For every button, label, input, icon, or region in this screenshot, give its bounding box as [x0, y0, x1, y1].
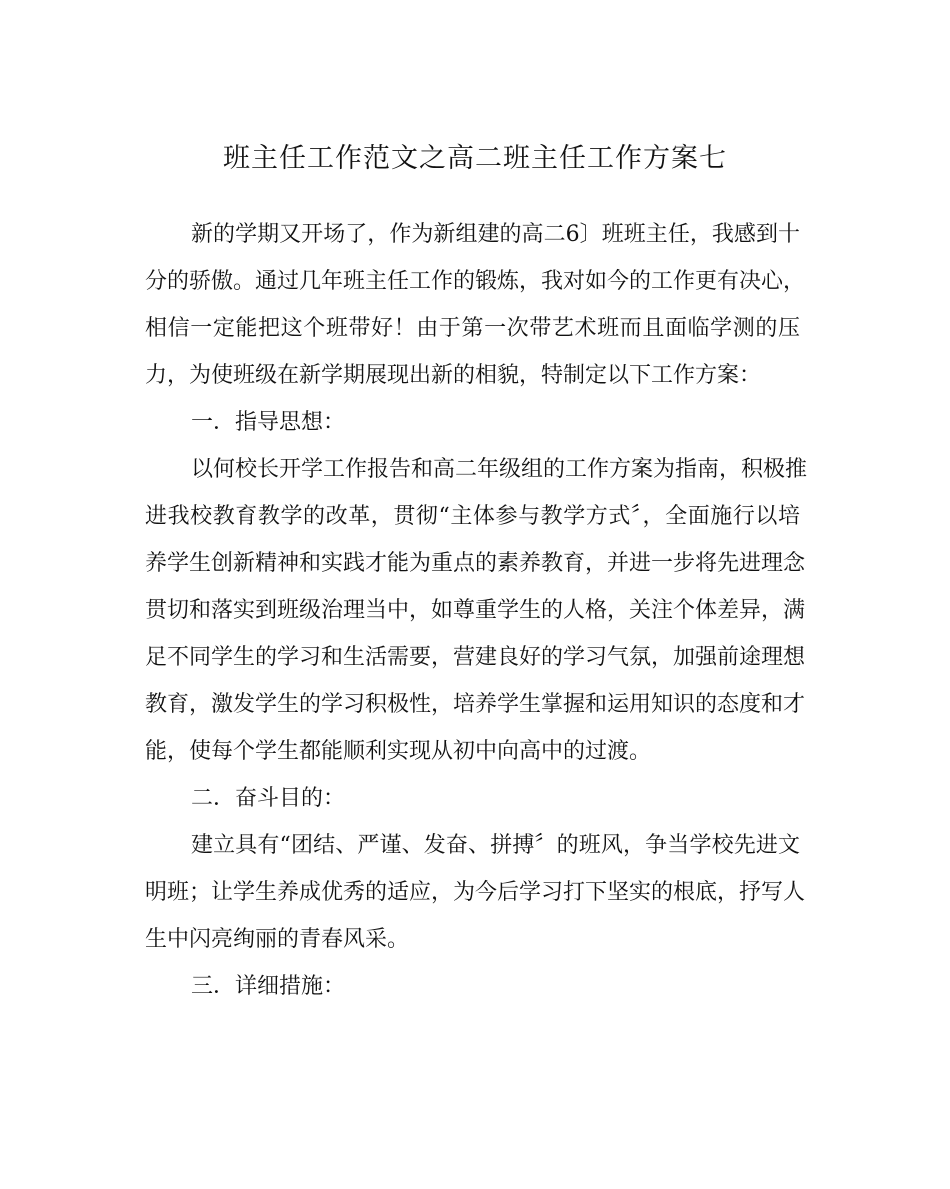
- text-line: 建立具有“团结、严谨、发奋、拼搏〞的班风，争当学校先进文: [191, 833, 800, 858]
- text-line: 明班；让学生养成优秀的适应，为今后学习打下坚实的根底，抒写人: [145, 880, 806, 905]
- text-line: 二．奋斗目的：: [191, 786, 346, 811]
- document-title: 班主任工作范文之高二班主任工作方案七: [223, 143, 727, 174]
- paragraph: [145, 218, 806, 406]
- text-line: 贯切和落实到班级治理当中，如尊重学生的人格，关注个体差异，满: [145, 598, 806, 623]
- text-line: 教育，激发学生的学习积极性，培养学生掌握和运用知识的态度和才: [145, 692, 806, 717]
- paragraph: [145, 782, 800, 829]
- paragraph: [145, 829, 806, 970]
- text-line: 以何校长开学工作报告和高二年级组的工作方案为指南，积极推: [191, 457, 808, 482]
- text-line: 足不同学生的学习和生活需要，营建良好的学习气氛，加强前途理想: [145, 645, 806, 670]
- text-line: 一．指导思想：: [191, 410, 346, 435]
- text-line: 分的骄傲。通过几年班主任工作的锻炼，我对如今的工作更有决心，: [145, 269, 806, 294]
- text-line: 生中闪亮绚丽的青春风采。: [145, 927, 410, 952]
- text-line: 养学生创新精神和实践才能为重点的素养教育，并进一步将先进理念: [145, 551, 806, 576]
- text-line: 相信一定能把这个班带好！由于第一次带艺术班而且面临学测的压: [145, 316, 800, 341]
- text-line: 力，为使班级在新学期展现出新的相貌，特制定以下工作方案：: [145, 363, 762, 388]
- text-line: 能，使每个学生都能顺利实现从初中向高中的过渡。: [145, 739, 652, 764]
- document-body: [145, 218, 808, 1017]
- paragraph: [145, 453, 808, 782]
- text-line: 新的学期又开场了，作为新组建的高二6〕班班主任，我感到十: [191, 222, 800, 247]
- paragraph: [145, 406, 800, 453]
- paragraph: [145, 970, 800, 1017]
- text-line: 三．详细措施：: [191, 974, 346, 999]
- text-line: 进我校教育教学的改革，贯彻“主体参与教学方式〞，全面施行以培: [145, 504, 800, 529]
